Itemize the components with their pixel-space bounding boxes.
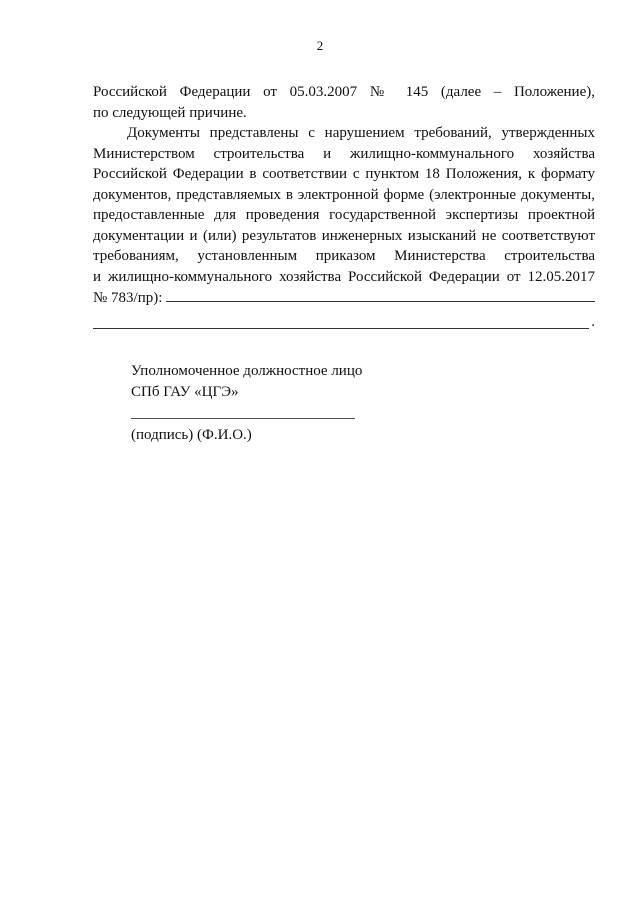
page-number: 2	[316, 38, 324, 53]
signature-line	[131, 402, 355, 419]
body-line-with-blank	[93, 287, 595, 309]
signature-caption: (подпись) (Ф.И.О.)	[131, 427, 252, 443]
body-line: по следующей причине.	[93, 104, 247, 121]
body-line: Российской Федерации от 05.03.2007 № 145 (далее – Положение),	[93, 84, 595, 100]
body-text	[93, 82, 595, 329]
body-line: Российской Федерации в соответствии с пунктом 18 Положения, к формату	[93, 166, 595, 182]
trailing-dot: .	[591, 314, 595, 330]
body-line: Министерством строительства и жилищно-коммунального хозяйства	[93, 145, 595, 162]
body-line: и жилищно-коммунального хозяйства Российской Федерации от 12.05.2017	[93, 268, 595, 285]
body-line: № 783/пр):	[93, 290, 163, 306]
blank-rule-line	[93, 309, 595, 330]
body-line: предоставленные для проведения государственной экспертизы проектной	[93, 207, 595, 223]
blank-fill-line	[166, 287, 595, 302]
body-line: документов, представляемых в электронной форме (электронные документы,	[93, 186, 595, 203]
body-line: документации и (или) результатов инженерных изысканий не соответствуют	[93, 227, 595, 244]
body-line: требованиям, установленным приказом Министерства строительства	[93, 248, 595, 264]
blank-fill-line	[93, 314, 589, 329]
signature-block	[131, 361, 362, 446]
body-line: Документы представлены с нарушением требований, утвержденных	[127, 125, 595, 141]
signatory-position: Уполномоченное должностное лицо	[131, 363, 363, 379]
signatory-organization: СПб ГАУ «ЦГЭ»	[131, 383, 239, 400]
